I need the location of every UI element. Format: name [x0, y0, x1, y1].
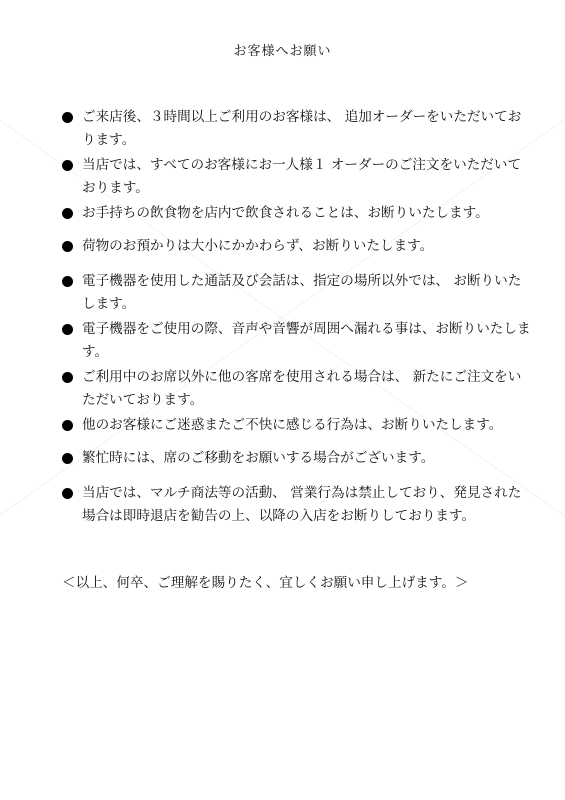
bullet-icon: [62, 372, 73, 383]
rule-text: 荷物のお預かりは大小にかかわらず、お断りいたします。: [82, 238, 434, 254]
bullet-icon: [62, 324, 73, 335]
rule-item: [62, 482, 532, 528]
rule-item: [62, 270, 532, 316]
bullet-icon: [62, 241, 73, 252]
bullet-icon: [62, 160, 73, 171]
rule-text: 当店では、すべてのお客様にお一人様１ オーダーのご注文をいただいております。: [82, 157, 522, 196]
rule-text: お手持ちの飲食物を店内で飲食されることは、お断りいたします。: [82, 205, 489, 221]
rule-item: [62, 106, 532, 152]
rule-item: [62, 414, 532, 437]
bullet-icon: [62, 112, 73, 123]
rule-item: [62, 235, 532, 258]
bullet-icon: [62, 488, 73, 499]
rule-item: [62, 318, 532, 364]
bullet-icon: [62, 276, 73, 287]
rule-text: ご来店後、３時間以上ご利用のお客様は、 追加オーダーをいただいております。: [82, 109, 522, 148]
rule-item: [62, 366, 532, 412]
rule-text: 電子機器をご使用の際、音声や音響が周囲へ漏れる事は、お断りいたします。: [82, 321, 531, 360]
rule-item: [62, 154, 532, 200]
rule-item: [62, 447, 532, 470]
rule-text: 当店では、マルチ商法等の活動、 営業行為は禁止しており、発見された場合は即時退店を勧告の上、以降の入店をお断りしております。: [82, 485, 522, 524]
rule-item: [62, 202, 532, 225]
bullet-icon: [62, 208, 73, 219]
bullet-icon: [62, 453, 73, 464]
closing-message: ＜以上、何卒、ご理解を賜りたく、宜しくお願い申し上げます。＞: [62, 575, 469, 591]
bullet-icon: [62, 420, 73, 431]
rule-text: 繁忙時には、席のご移動をお願いする場合がございます。: [82, 450, 435, 466]
rule-text: 他のお客様にご迷惑またご不快に感じる行為は、お断りいたします。: [82, 417, 503, 433]
rules-list: [62, 106, 532, 528]
notice-title: お客様へお願い: [233, 44, 332, 59]
rule-text: ご利用中のお席以外に他の客席を使用される場合は、 新たにご注文をいただいております。: [82, 369, 522, 408]
rule-text: 電子機器を使用した通話及び会話は、指定の場所以外では、 お断りいたします。: [82, 273, 522, 312]
